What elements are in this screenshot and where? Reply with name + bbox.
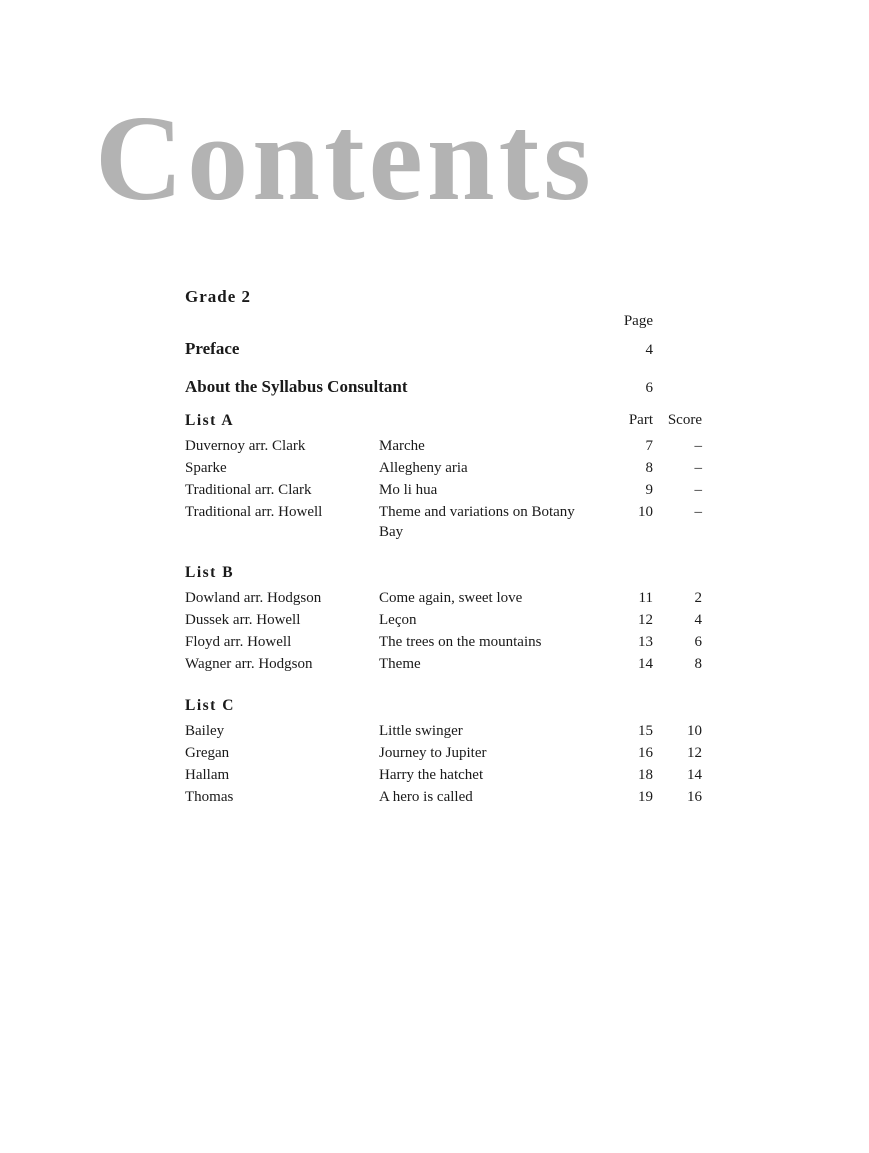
score-page: 16	[687, 789, 702, 805]
composer: Dowland arr. Hodgson	[185, 590, 322, 606]
list-header	[185, 412, 705, 436]
list-item[interactable]	[185, 765, 705, 787]
list-item[interactable]	[185, 480, 705, 502]
list-title: List B	[185, 564, 235, 581]
page-column-header: Page	[623, 313, 653, 329]
part-page: 10	[638, 504, 653, 520]
piece-title: Leçon	[379, 612, 417, 628]
list-item[interactable]	[185, 743, 705, 765]
list-item[interactable]	[185, 632, 705, 654]
piece-title: Come again, sweet love	[379, 590, 523, 606]
front-matter-page: 4	[645, 342, 653, 358]
list-header	[185, 564, 705, 588]
score-column-header: Score	[667, 412, 702, 428]
list-item[interactable]	[185, 588, 705, 610]
score-page: 14	[687, 767, 702, 783]
score-page: –	[694, 482, 702, 498]
list-item[interactable]	[185, 787, 705, 809]
part-page: 18	[638, 767, 653, 783]
score-page: 8	[694, 656, 702, 672]
part-page: 14	[638, 656, 653, 672]
composer: Dussek arr. Howell	[185, 612, 301, 628]
composer: Sparke	[185, 460, 227, 476]
page-title: Contents	[95, 91, 595, 226]
part-page: 16	[638, 745, 653, 761]
piece-title: Little swinger	[379, 723, 463, 739]
list-item[interactable]	[185, 502, 705, 542]
grade-heading: Grade 2	[185, 287, 252, 306]
front-matter-syllabus-consultant[interactable]	[185, 377, 653, 397]
piece-title: Mo li hua	[379, 482, 438, 498]
composer: Gregan	[185, 745, 230, 761]
list-item[interactable]	[185, 458, 705, 480]
score-page: 10	[687, 723, 702, 739]
part-page: 12	[638, 612, 653, 628]
score-page: –	[694, 438, 702, 454]
list-b	[185, 564, 705, 676]
score-page: –	[694, 460, 702, 476]
list-header	[185, 697, 705, 721]
list-item[interactable]	[185, 654, 705, 676]
score-page: –	[694, 504, 702, 520]
composer: Bailey	[185, 723, 225, 739]
score-page: 2	[694, 590, 702, 606]
piece-title: A hero is called	[379, 789, 473, 805]
piece-title: Theme	[379, 656, 421, 672]
list-c	[185, 697, 705, 809]
piece-title: Allegheny aria	[379, 460, 468, 476]
part-page: 9	[645, 482, 653, 498]
list-a	[185, 412, 705, 542]
piece-title: Journey to Jupiter	[379, 745, 487, 761]
score-page: 6	[694, 634, 702, 650]
part-page: 7	[645, 438, 653, 454]
part-page: 8	[645, 460, 653, 476]
list-title: List C	[185, 697, 235, 714]
list-item[interactable]	[185, 436, 705, 458]
front-matter-preface[interactable]	[185, 339, 653, 359]
piece-title: Marche	[379, 438, 425, 454]
piece-title: Harry the hatchet	[379, 767, 484, 783]
part-page: 11	[638, 590, 653, 606]
list-title: List A	[185, 412, 235, 429]
piece-title: Theme and variations on Botany Bay	[379, 504, 575, 540]
piece-title: The trees on the mountains	[379, 634, 542, 650]
composer: Wagner arr. Hodgson	[185, 656, 313, 672]
composer: Hallam	[185, 767, 230, 783]
composer: Duvernoy arr. Clark	[185, 438, 306, 454]
composer: Thomas	[185, 789, 234, 805]
score-page: 12	[687, 745, 702, 761]
score-page: 4	[694, 612, 702, 628]
list-item[interactable]	[185, 721, 705, 743]
part-column-header: Part	[628, 412, 653, 428]
part-page: 13	[638, 634, 653, 650]
composer: Traditional arr. Howell	[185, 504, 323, 520]
front-matter-page: 6	[645, 380, 653, 396]
part-page: 19	[638, 789, 653, 805]
list-item[interactable]	[185, 610, 705, 632]
front-matter-label: Preface	[185, 339, 240, 358]
composer: Traditional arr. Clark	[185, 482, 312, 498]
composer: Floyd arr. Howell	[185, 634, 292, 650]
part-page: 15	[638, 723, 653, 739]
front-matter-label: About the Syllabus Consultant	[185, 377, 408, 396]
